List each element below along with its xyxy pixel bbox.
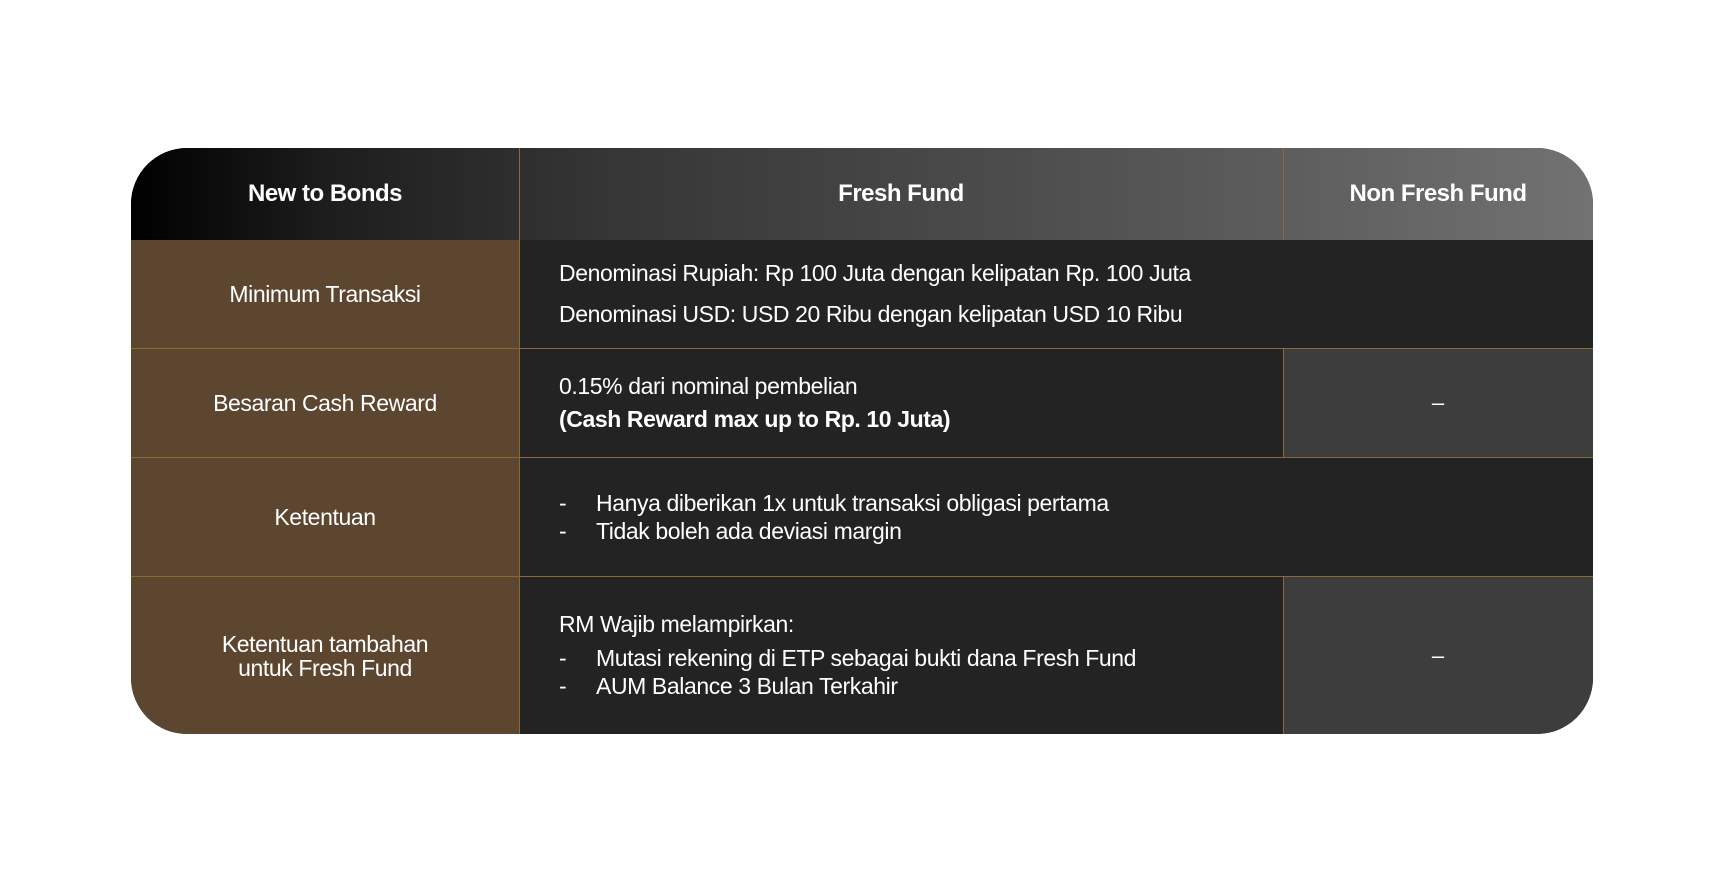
- row-label-text: Minimum Transaksi: [229, 281, 421, 307]
- list-item-text: Tidak boleh ada deviasi margin: [596, 518, 902, 544]
- row-label: [131, 349, 519, 457]
- header-fresh-fund: Fresh Fund: [838, 180, 964, 207]
- row-label: [131, 577, 519, 734]
- list-item: [559, 517, 1593, 545]
- header-divider: [519, 148, 520, 240]
- table-header: [131, 148, 1593, 240]
- denominasi-rupiah-text: Denominasi Rupiah: Rp 100 Juta dengan kelipatan Rp. 100 Juta: [559, 260, 1191, 286]
- column-divider: [1283, 349, 1284, 457]
- column-divider: [1283, 577, 1284, 734]
- header-divider: [1283, 148, 1284, 240]
- row-content: [519, 577, 1283, 734]
- row-label: [131, 458, 519, 576]
- table-row-cash-reward: [131, 349, 1593, 457]
- bullet-marker: -: [559, 518, 567, 544]
- list-item-text: Mutasi rekening di ETP sebagai bukti dana Fresh Fund: [596, 645, 1137, 671]
- bullet-marker: -: [559, 673, 567, 699]
- cash-reward-percent-text: 0.15% dari nominal pembelian: [559, 373, 858, 399]
- bullet-marker: -: [559, 490, 567, 516]
- non-fresh-value: –: [1283, 349, 1593, 457]
- label-column-divider: [519, 240, 520, 734]
- list-item: [559, 644, 1283, 672]
- row-label: [131, 240, 519, 348]
- list-item: [559, 489, 1593, 517]
- row-content: [519, 349, 1283, 457]
- non-fresh-value: –: [1283, 577, 1593, 734]
- comparison-table: [131, 148, 1593, 734]
- list-item: [559, 672, 1283, 700]
- table-row-minimum-transaksi: [131, 240, 1593, 348]
- denominasi-usd-text: Denominasi USD: USD 20 Ribu dengan kelipatan USD 10 Ribu: [559, 301, 1183, 327]
- header-non-fresh-fund: Non Fresh Fund: [1349, 180, 1527, 207]
- table-row-ketentuan-tambahan: [131, 577, 1593, 734]
- row-label-text: Besaran Cash Reward: [213, 390, 437, 416]
- row-label-text: Ketentuan: [274, 504, 376, 530]
- list-item-text: Hanya diberikan 1x untuk transaksi obligasi pertama: [596, 490, 1109, 516]
- list-item-text: AUM Balance 3 Bulan Terkahir: [596, 673, 898, 699]
- header-new-to-bonds: New to Bonds: [248, 180, 402, 207]
- bullet-marker: -: [559, 645, 567, 671]
- row-content: [519, 240, 1593, 348]
- row-content: [519, 458, 1593, 576]
- cash-reward-max-text: (Cash Reward max up to Rp. 10 Juta): [559, 406, 951, 432]
- row-label-text: untuk Fresh Fund: [238, 654, 412, 681]
- row-label-text: Ketentuan tambahan: [221, 630, 429, 657]
- table-row-ketentuan: [131, 458, 1593, 576]
- rm-intro-text: RM Wajib melampirkan:: [559, 611, 794, 637]
